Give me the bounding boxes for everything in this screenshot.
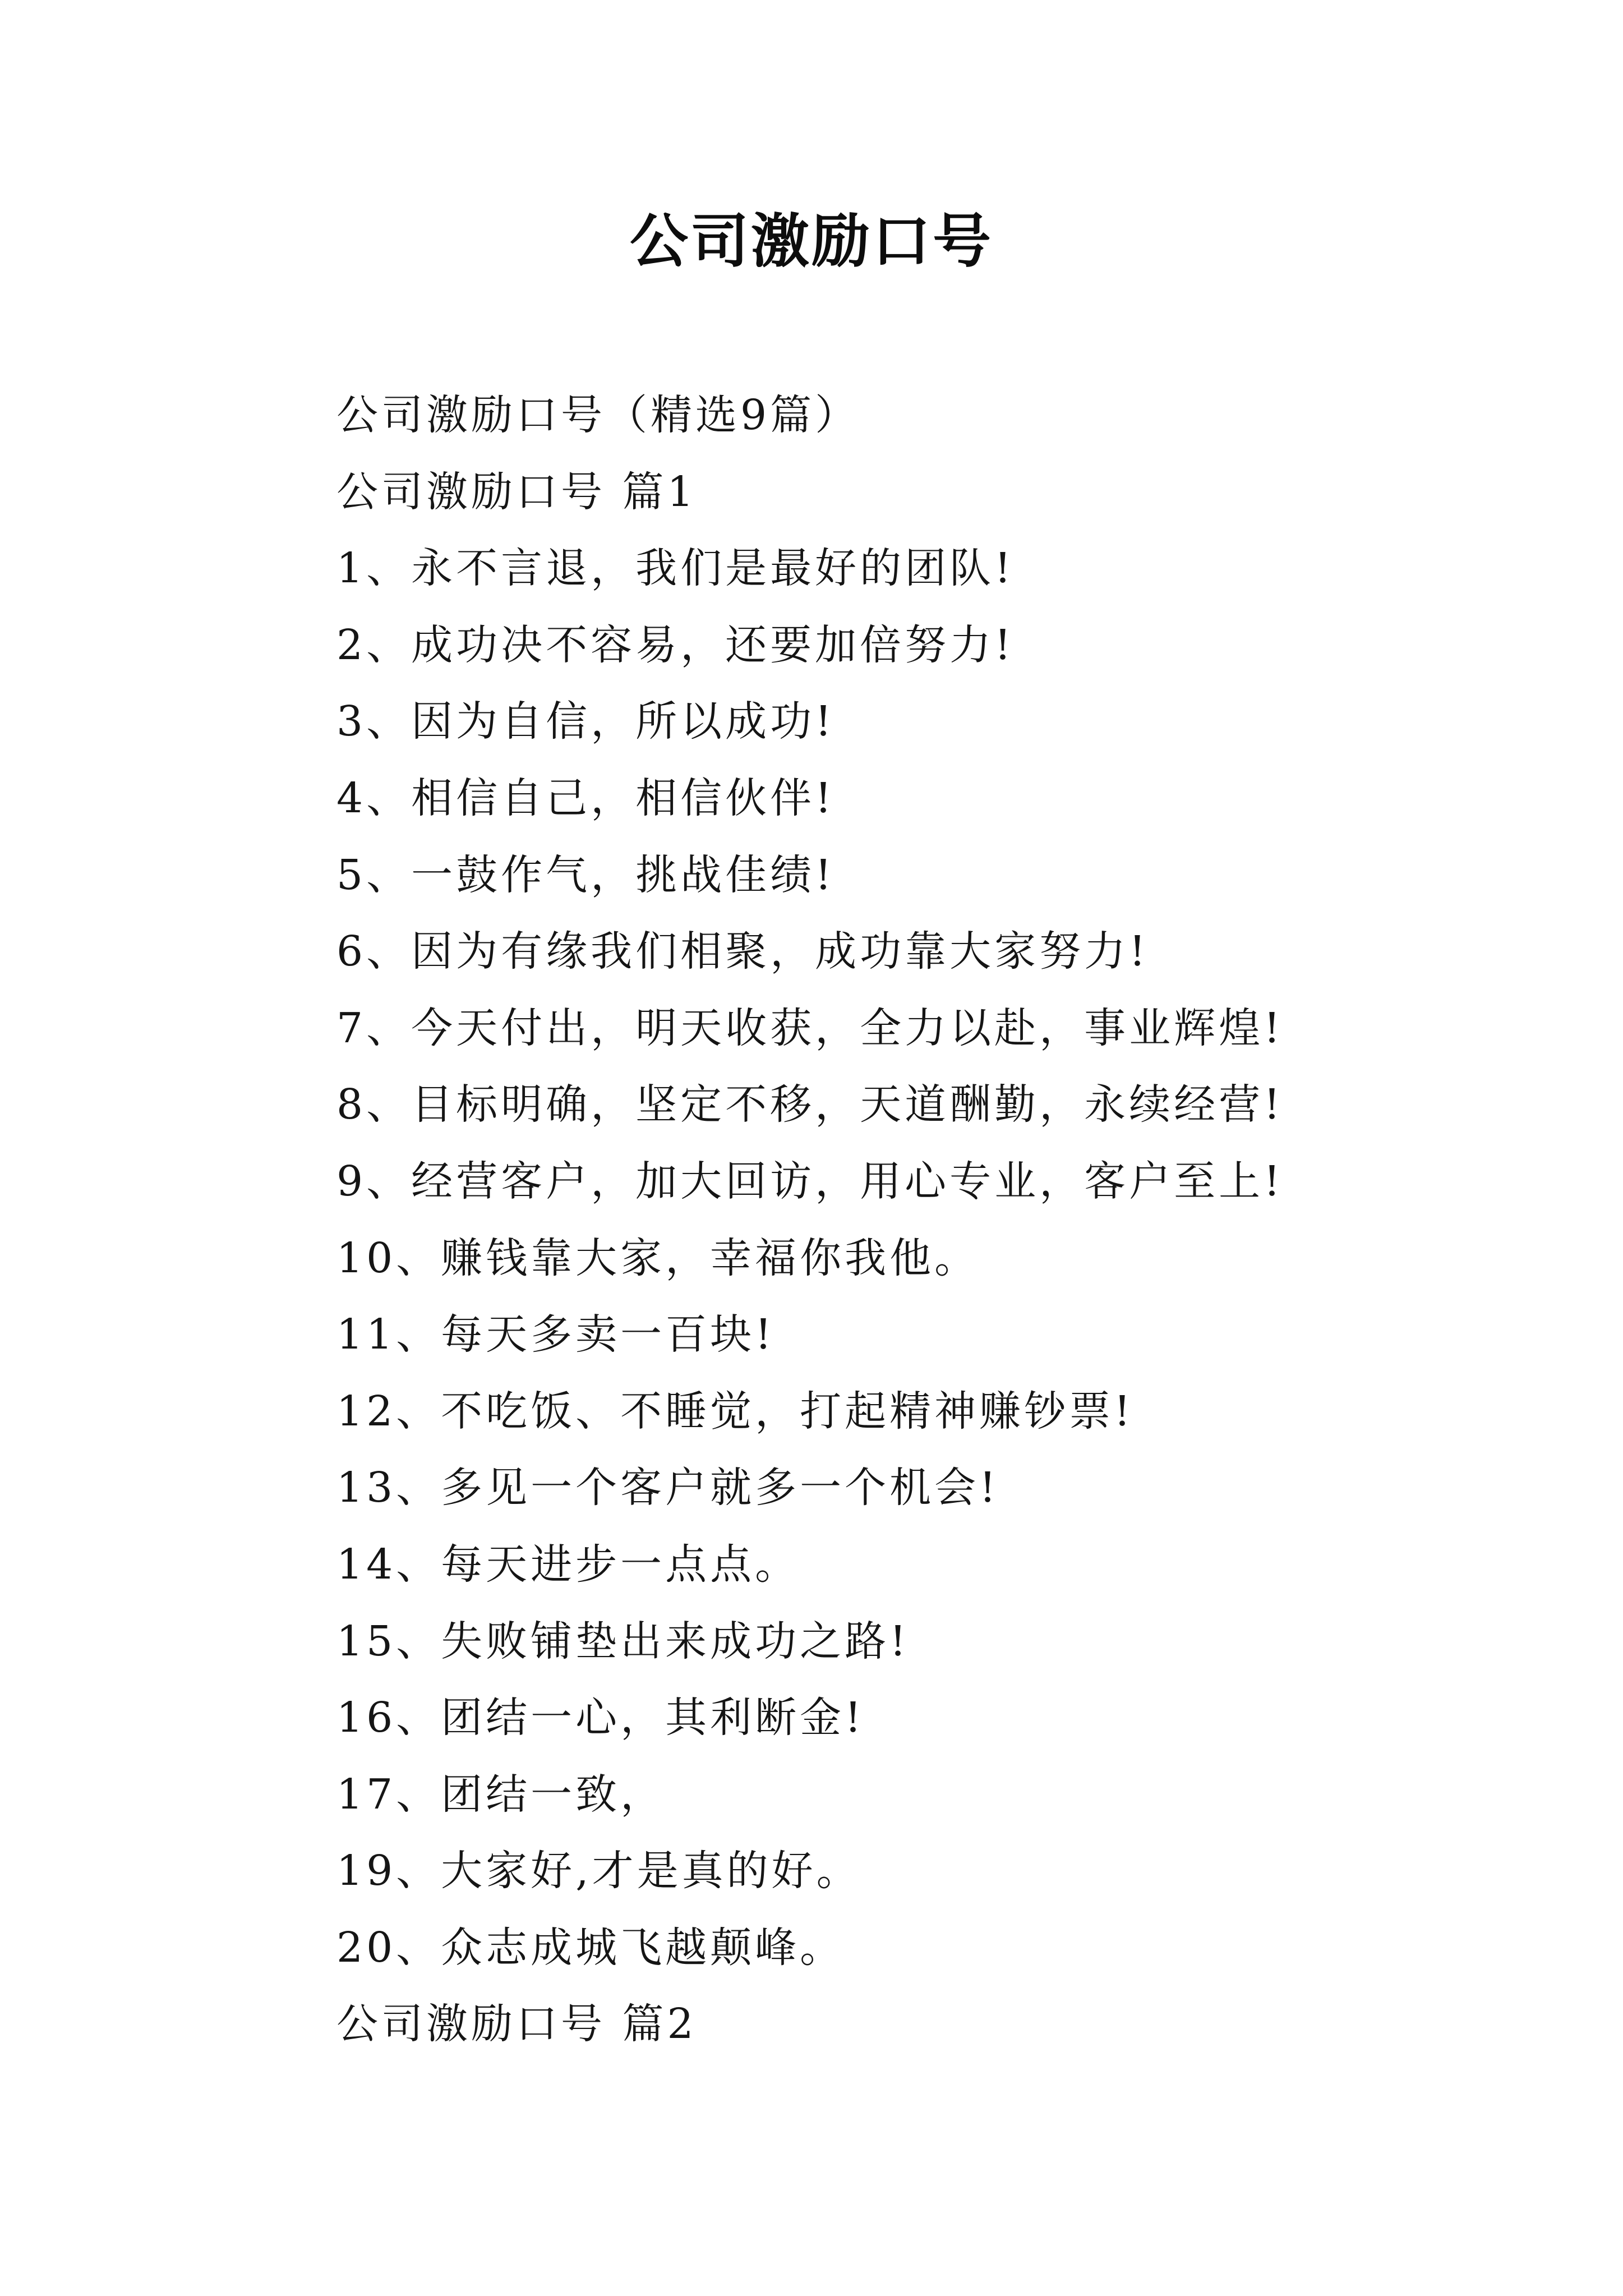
slogan-item: 16、团结一心，其利断金! bbox=[336, 1694, 865, 1742]
slogan-item: 17、团结一致， bbox=[336, 1770, 666, 1819]
slogan-item: 4、相信自己，相信伙伴! bbox=[336, 774, 835, 822]
slogan-item: 2、成功决不容易，还要加倍努力! bbox=[336, 620, 1015, 669]
slogan-item: 14、每天进步一点点。 bbox=[336, 1540, 800, 1589]
slogan-item: 8、目标明确，坚定不移，天道酬勤，永续经营! bbox=[336, 1080, 1284, 1129]
slogan-item: 13、多见一个客户就多一个机会! bbox=[336, 1464, 999, 1512]
slogan-item: 10、赚钱靠大家，幸福你我他。 bbox=[336, 1234, 980, 1282]
slogan-item: 6、因为有缘我们相聚，成功靠大家努力! bbox=[336, 927, 1149, 976]
slogan-item: 15、失败铺垫出来成功之路! bbox=[336, 1617, 910, 1665]
slogan-item: 9、经营客户，加大回访，用心专业，客户至上! bbox=[336, 1157, 1284, 1205]
slogan-item: 7、今天付出，明天收获，全力以赴，事业辉煌! bbox=[336, 1004, 1284, 1052]
slogan-item: 3、因为自信，所以成功! bbox=[336, 697, 835, 746]
slogan-item: 19、大家好,才是真的好。 bbox=[336, 1847, 861, 1895]
section-heading-2: 公司激励口号 篇2 bbox=[336, 2000, 697, 2049]
slogan-item: 5、一鼓作气，挑战佳绩! bbox=[336, 850, 835, 899]
document-title: 公司激励口号 bbox=[629, 207, 993, 275]
document-subtitle: 公司激励口号（精选9篇） bbox=[336, 391, 860, 439]
slogan-item: 1、永不言退，我们是最好的团队! bbox=[336, 544, 1015, 593]
slogan-item: 20、众志成城飞越颠峰。 bbox=[336, 1923, 845, 1972]
slogan-item: 12、不吃饭、不睡觉，打起精神赚钞票! bbox=[336, 1387, 1134, 1435]
document-body bbox=[336, 377, 1514, 2063]
section-heading-1: 公司激励口号 篇1 bbox=[336, 467, 697, 516]
slogan-item: 11、每天多卖一百块! bbox=[336, 1310, 775, 1359]
